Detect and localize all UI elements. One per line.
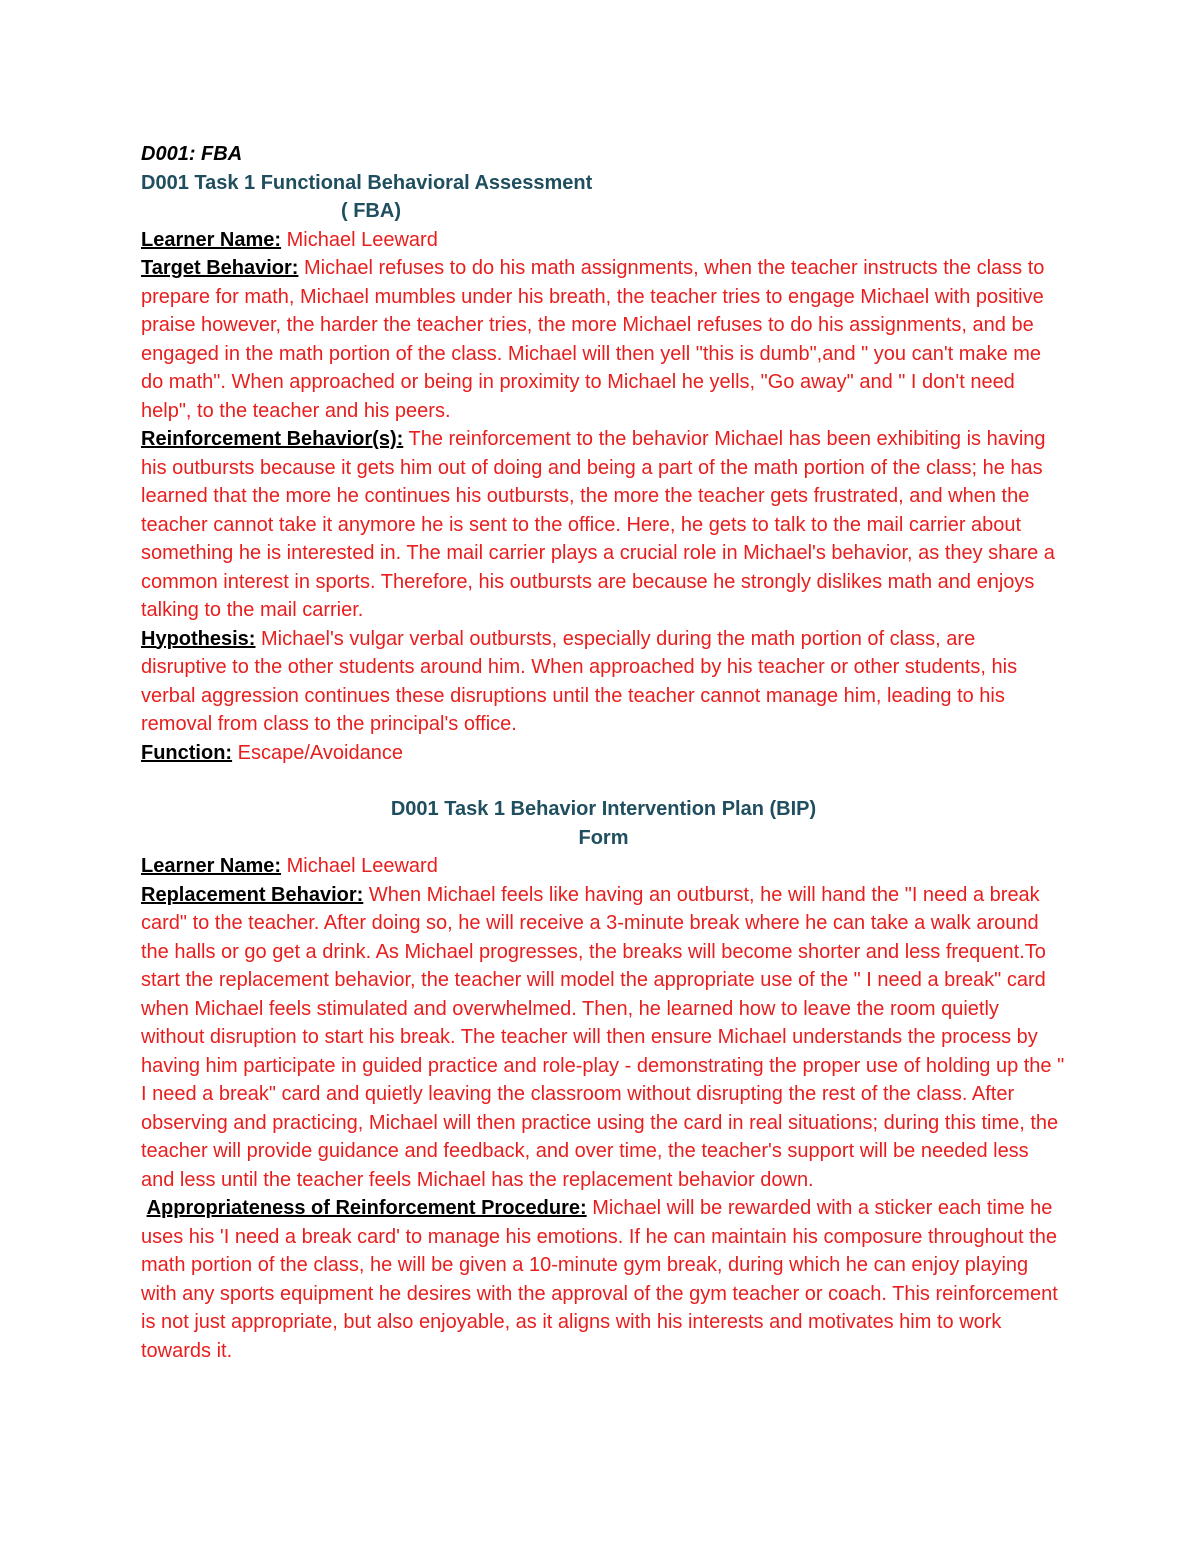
appropriateness-label: Appropriateness of Reinforcement Procedure:: [146, 1197, 587, 1219]
reinforcement-behavior-value: The reinforcement to the behavior Michael has been exhibiting is having his outbursts because it gets him out of doing and being a part of the math portion of the class; he has learned that the more he continues his outbursts, the more the teacher gets frustrated, and when the teacher cannot take it anymore he is sent to the office. Here, he gets to talk to the mail carrier about something he is interested in. The mail carrier plays a crucial role in Michael's behavior, as they share a common interest in sports. Therefore, his outbursts are because he strongly dislikes math and enjoys talking to the mail carrier.: [141, 428, 1055, 621]
hypothesis-value: Michael's vulgar verbal outbursts, especially during the math portion of class, are disruptive to the other students around him. When approached by his teacher or other students, his verbal aggression continues these disruptions until the teacher cannot manage him, leading to his removal from class to the principal's office.: [141, 627, 1018, 735]
function-value: Escape/Avoidance: [232, 741, 403, 764]
bip-appropriateness: [141, 1194, 1066, 1365]
fba-target-behavior: [141, 254, 1066, 425]
fba-function: [141, 739, 1066, 768]
learner-name-value: Michael Leeward: [281, 228, 438, 251]
document-title: D001: FBA: [141, 143, 243, 165]
section-spacer: [141, 767, 1066, 795]
appropriateness-value: Michael will be rewarded with a sticker each time he uses his 'I need a break card' to manage his emotions. If he can maintain his composure throughout the math portion of the class, he will be given a 10-minute gym break, during which he can enjoy playing with any sports equipment he desires with the approval of the gym teacher or coach. This reinforcement is not just appropriate, but also enjoyable, as it aligns with his interests and motivates him to work towards it.: [141, 1197, 1058, 1362]
fba-reinforcement-behavior: [141, 425, 1066, 625]
function-label: Function:: [141, 741, 233, 764]
learner-name-label: Learner Name:: [141, 855, 282, 877]
bip-learner-name: [141, 852, 1066, 881]
bip-title: D001 Task 1 Behavior Intervention Plan (BIP): [390, 798, 817, 820]
target-behavior-value: Michael refuses to do his math assignments, when the teacher instructs the class to prepare for math, Michael mumbles under his breath, the teacher tries to engage Michael with positive praise however, the harder the teacher tries, the more Michael refuses to do his assignments, and be engaged in the math portion of the class. Michael will then yell "this is dumb",and " you can't make me do math". When approached or being in proximity to Michael he yells, "Go away" and " I don't need help", to the teacher and his peers.: [141, 257, 1045, 422]
bip-replacement-behavior: [141, 881, 1066, 1195]
learner-name-label: Learner Name:: [141, 228, 282, 251]
replacement-behavior-value: When Michael feels like having an outburst, he will hand the "I need a break card" to the teacher. After doing so, he will receive a 3-minute break where he can take a walk around the halls or go get a drink. As Michael progresses, the breaks will become shorter and less frequent.To start the replacement behavior, the teacher will model the appropriate use of the " I need a break" card when Michael feels stimulated and overwhelmed. Then, he learned how to leave the room quietly without disruption to start his break. The teacher will then ensure Michael understands the process by having him participate in guided practice and role-play - demonstrating the proper use of holding up the " I need a break" card and quietly leaving the classroom without disrupting the rest of the class. After observing and practicing, Michael will then practice using the card in real situations; during this time, the teacher will provide guidance and feedback, and over time, the teacher's support will be needed less and less until the teacher feels Michael has the replacement behavior down.: [141, 883, 1065, 1191]
replacement-behavior-label: Replacement Behavior:: [141, 883, 364, 906]
fba-hypothesis: [141, 625, 1066, 739]
hypothesis-label: Hypothesis:: [141, 627, 256, 650]
fba-learner-name: [141, 226, 1066, 255]
document-content: [141, 140, 1066, 1365]
learner-name-value: Michael Leeward: [281, 855, 438, 877]
fba-title: D001 Task 1 Functional Behavioral Assessment: [141, 171, 593, 194]
fba-title-abbrev: ( FBA): [341, 200, 401, 222]
reinforcement-behavior-label: Reinforcement Behavior(s):: [141, 428, 404, 450]
bip-title-form: Form: [578, 826, 629, 849]
target-behavior-label: Target Behavior:: [141, 257, 299, 279]
